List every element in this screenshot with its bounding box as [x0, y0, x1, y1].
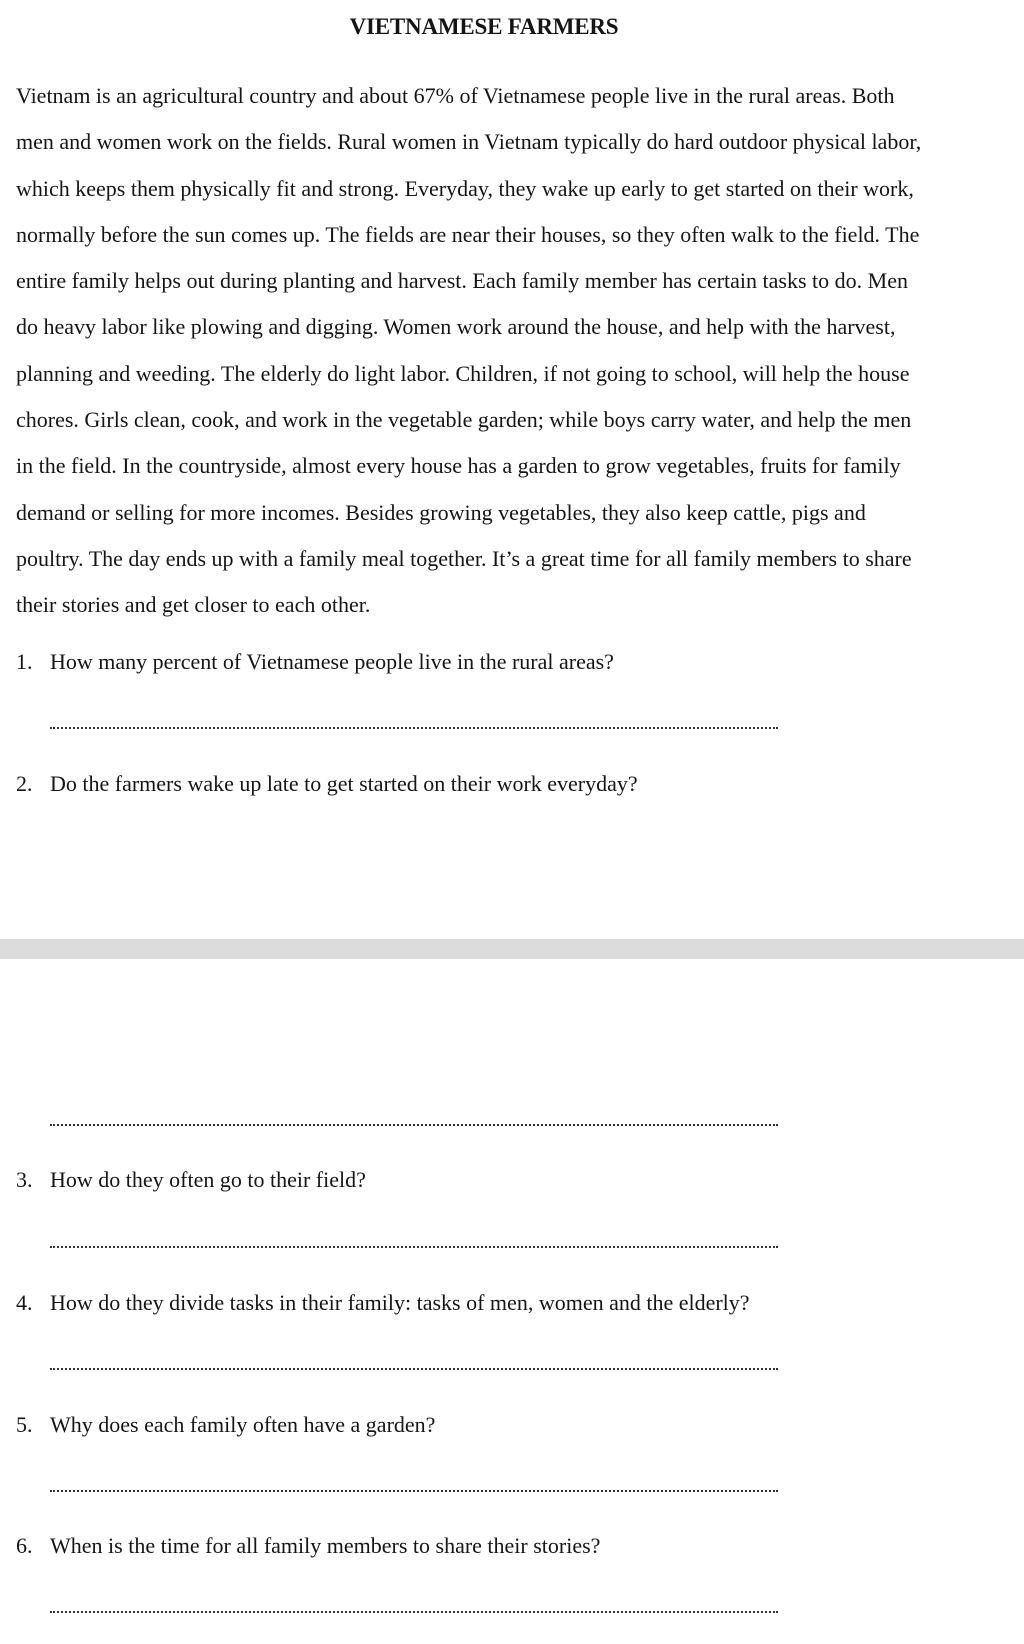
question-text: Why does each family often have a garden?: [50, 1412, 436, 1437]
passage-line: Vietnam is an agricultural country and about 67% of Vietnamese people live in the rural areas. Both: [16, 83, 895, 108]
answer-line-6[interactable]: [50, 1611, 778, 1613]
answer-line-2[interactable]: [50, 1124, 778, 1126]
passage-line: entire family helps out during planting and harvest. Each family member has certain tasks to do. Men: [16, 268, 908, 294]
passage-line: men and women work on the fields. Rural women in Vietnam typically do hard outdoor physical labor,: [16, 129, 922, 155]
passage-line: do heavy labor like plowing and digging. Women work around the house, and help with the harvest,: [16, 314, 896, 340]
question-number: 4.: [16, 1290, 33, 1315]
passage-line: planning and weeding. The elderly do light labor. Children, if not going to school, will help the house: [16, 360, 910, 386]
question-number: 1.: [16, 649, 33, 674]
question-text: When is the time for all family members to share their stories?: [50, 1533, 601, 1558]
question-text: How do they divide tasks in their family: tasks of men, women and the elderly?: [50, 1290, 750, 1315]
page-divider: [0, 939, 1024, 959]
question-1: [16, 649, 614, 675]
answer-line-4[interactable]: [50, 1368, 778, 1370]
question-2: [16, 771, 638, 797]
question-number: 5.: [16, 1412, 33, 1437]
passage-line: their stories and get closer to each other.: [16, 592, 371, 618]
question-number: 2.: [16, 771, 33, 796]
question-3: [16, 1167, 366, 1193]
question-number: 6.: [16, 1533, 33, 1558]
document-title: VIETNAMESE FARMERS: [349, 14, 619, 39]
answer-line-3[interactable]: [50, 1246, 778, 1248]
question-text: Do the farmers wake up late to get started on their work everyday?: [50, 771, 638, 796]
question-text: How do they often go to their field?: [50, 1167, 366, 1192]
passage-line: poultry. The day ends up with a family meal together. It’s a great time for all family members to share: [16, 545, 912, 571]
passage-line: normally before the sun comes up. The fields are near their houses, so they often walk to the field. The: [16, 221, 920, 247]
passage-line: which keeps them physically fit and strong. Everyday, they wake up early to get started on their work,: [16, 175, 914, 201]
reading-passage: [16, 73, 1006, 629]
answer-line-5[interactable]: [50, 1490, 778, 1492]
question-text: How many percent of Vietnamese people live in the rural areas?: [50, 649, 614, 674]
answer-line-1[interactable]: [50, 727, 778, 729]
question-number: 3.: [16, 1167, 33, 1192]
passage-line: chores. Girls clean, cook, and work in the vegetable garden; while boys carry water, and help the men: [16, 407, 912, 433]
question-6: [16, 1533, 600, 1559]
passage-line: in the field. In the countryside, almost every house has a garden to grow vegetables, fruits for family: [16, 453, 901, 479]
passage-line: demand or selling for more incomes. Besides growing vegetables, they also keep cattle, pigs and: [16, 499, 866, 525]
question-5: [16, 1412, 435, 1438]
question-4: [16, 1290, 750, 1316]
